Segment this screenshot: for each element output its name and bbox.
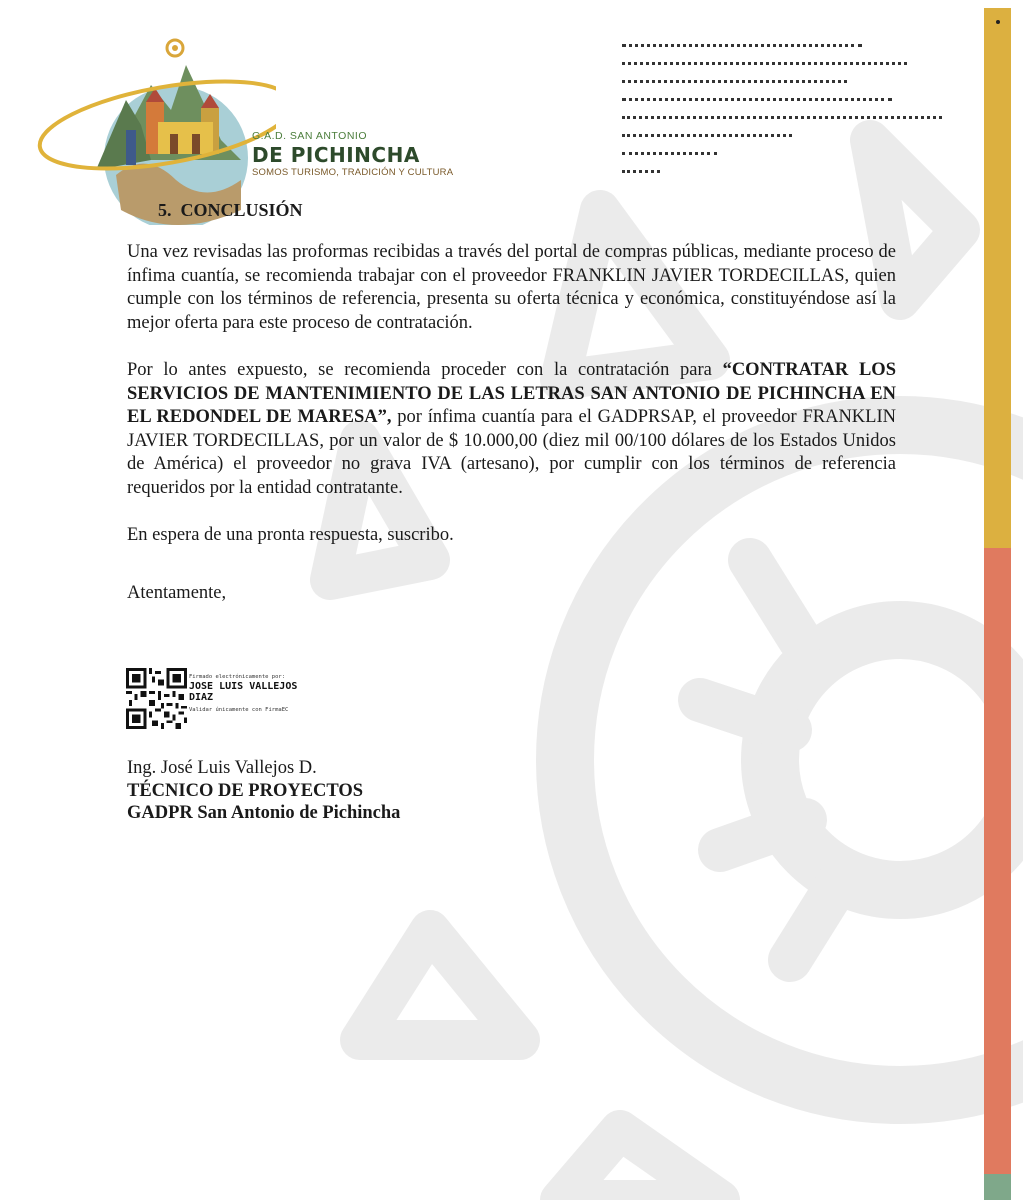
signer-organization: GADPR San Antonio de Pichincha [127,803,401,823]
address-line [622,152,717,159]
strip-orange [984,548,1011,1174]
signer-name-line-1: JOSE LUIS VALLEJOS [189,681,298,692]
section-number: 5. [158,200,172,220]
signer-block [127,757,400,825]
contract-object: “CONTRATAR LOS SERVICIOS DE MANTENIMIENTO DE LAS LETRAS SAN ANTONIO DE PICHINCHA EN EL REDONDEL DE MARESA”, [127,360,896,427]
address-line [622,44,862,51]
logo-tagline: SOMOS TURISMO, TRADICIÓN Y CULTURA [252,167,454,178]
conclusion-paragraph-2 [127,359,896,500]
conclusion-paragraph-1: Una vez revisadas las proformas recibidas a través del portal de compras públicas, mediante proceso de ínfima cuantía, se recomienda trabajar con el proveedor FRANKLIN JAVIER TORDECILLAS, quien cumple con los términos de referencia, presenta su oferta técnica y económica, constituyéndose así la mejor oferta para este proceso de contratación. [127,242,896,333]
address-line [622,134,792,141]
address-line [622,80,847,87]
section-heading [158,196,896,224]
signed-by-label: Firmado electrónicamente por: [189,674,286,680]
conclusion-paragraph-3: En espera de una pronta respuesta, suscribo. [127,525,454,545]
address-line [622,116,942,123]
qr-code-icon [126,668,187,729]
validate-label: Validar únicamente con FirmaEC [189,707,289,713]
address-line [622,98,892,105]
address-line [622,62,907,69]
signature-stamp-text [189,668,297,714]
signer-name: Ing. José Luis Vallejos D. [127,758,317,778]
sun-icon [167,40,183,56]
paragraph-2-rest: por ínfima cuantía para el GADPRSAP, el proveedor FRANKLIN JAVIER TORDECILLAS, por un valor de $ 10.000,00 (diez mil 00/100 dólares de los Estados Unidos de América) el proveedor no grava IVA (artesano), por cumplir con los términos de referencia requeridos por la entidad contratante. [127,407,896,498]
signer-role: TÉCNICO DE PROYECTOS [127,780,364,801]
color-strip [984,0,1023,1200]
logo-subtitle: G.A.D. SAN ANTONIO [252,130,367,142]
electronic-signature [126,668,297,729]
strip-green [984,1174,1011,1200]
address-block [622,44,952,188]
section-title: CONCLUSIÓN [180,200,303,220]
logo-title: DE PICHINCHA [252,143,420,167]
closing: Atentamente, [127,582,227,603]
document-body [127,196,896,605]
strip-dot [996,20,1000,24]
address-line [622,170,660,177]
paragraph-2-intro: Por lo antes expuesto, se recomienda proceder con la contratación para [127,360,723,380]
signer-name-line-2: DIAZ [189,692,214,703]
logo-wordmark [252,130,453,178]
strip-yellow [984,8,1011,548]
